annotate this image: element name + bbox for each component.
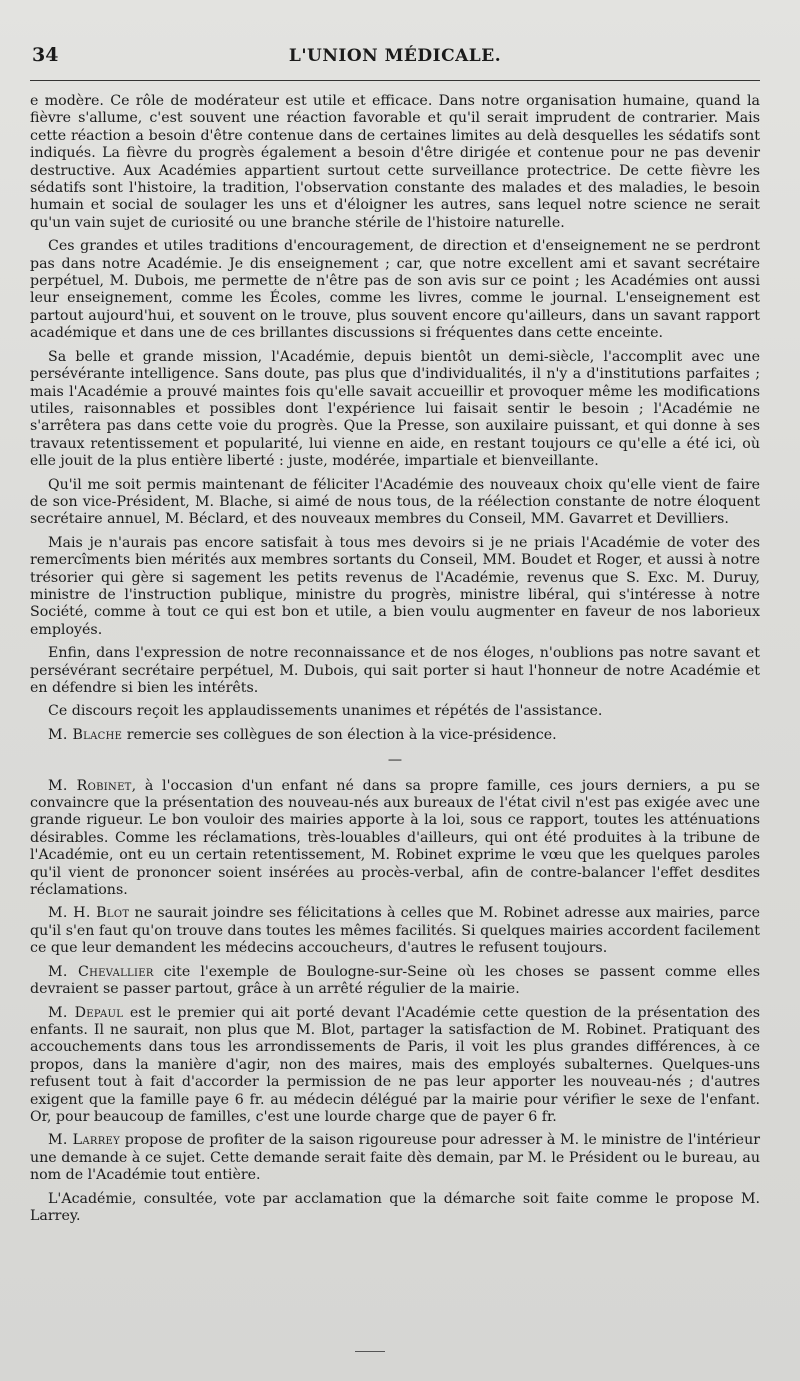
page-number: 34 [32,44,59,66]
paragraph: M. Larrey propose de profiter de la saison rigoureuse pour adresser à M. le ministre de l'intérieur une demande à ce sujet. Cette demande serait faite dès demain, par M. le Président ou le bureau, au nom de l'Académie tout entière. [30,1132,760,1184]
speaker-name: M. Depaul [48,1004,124,1021]
article-body [30,93,760,1225]
paragraph: Sa belle et grande mission, l'Académie, depuis bientôt un demi-siècle, l'accomplit avec une persévérante intelligence. Sans doute, pas plus que d'individualités, il n'y a d'institutions parfaites ; mais l'Académie a prouvé maintes fois qu'elle savait accueillir et provoquer même les modifications utiles, raisonnables et possibles dont l'expérience lui faisait sentir le besoin ; l'Académie ne s'arrêtera pas dans cette voie du progrès. Que la Presse, son auxilaire puissant, et qui donne à ses travaux retentissement et popularité, lui vienne en aide, en restant toujours ce qu'elle a été ici, où elle jouit de la plus entière liberté : juste, modérée, impartiale et bienveillante. [30,348,760,470]
speaker-name: M. Chevallier [48,963,154,980]
bottom-rule [355,1351,385,1352]
paragraph: M. H. Blot ne saurait joindre ses félicitations à celles que M. Robinet adresse aux mairies, parce qu'il s'en faut qu'on trouve dans toutes les mêmes facilités. Si quelques mairies accordent facilement ce que leur demandent les médecins accoucheurs, d'autres le refusent toujours. [30,905,761,957]
paragraph: Qu'il me soit permis maintenant de féliciter l'Académie des nouveaux choix qu'elle vient de faire de son vice-Président, M. Blache, si aimé de nous tous, de la réélection constante de notre éloquent secrétaire annuel, M. Béclard, et des nouveaux membres du Conseil, MM. Gavarret et Devilliers. [30,476,760,528]
running-title: L'UNION MÉDICALE. [288,46,502,66]
speaker-name: M. Robinet [48,777,132,794]
speaker-name: M. Blache [48,726,123,743]
paragraph: Enfin, dans l'expression de notre reconnaissance et de nos éloges, n'oublions pas notre savant et persévérant secrétaire perpétuel, M. Dubois, qui sait porter si haut l'honneur de notre Académie et en défendre si bien les intérêts. [30,645,760,696]
paragraph: e modère. Ce rôle de modérateur est utile et efficace. Dans notre organisation humaine, quand la fièvre s'allume, c'est souvent une réaction favorable et qu'il serait imprudent de contrarier. Mais cette réaction a besoin d'être contenue dans de certaines limites au delà desquelles les sédatifs sont indiqués. La fièvre du progrès également a besoin d'être dirigée et contenue pour ne pas devenir destructive. Aux Académies appartient surtout cette surveillance protectrice. De cette fièvre les sédatifs sont l'histoire, la tradition, l'observation constante des malades et des maladies, le besoin humain et social de soulager les uns et d'éloigner les autres, sans lequel notre science ne serait qu'un vain sujet de curiosité ou une branche stérile de l'histoire naturelle. [30,93,760,231]
section-separator: — [387,752,403,769]
speaker-name: M. Larrey [48,1132,121,1149]
paragraph: Mais je n'aurais pas encore satisfait à tous mes devoirs si je ne priais l'Académie de voter des remercîments bien mérités aux membres sortants du Conseil, MM. Boudet et Roger, et aussi à notre trésorier qui gère si sagement les petits revenus de l'Académie, revenus que S. Exc. M. Duruy, ministre de l'instruction publique, ministre du progrès, ministre libéral, qui s'intéresse à notre Société, comme à tout ce qui est bon et utile, a bien voulu augmenter en faveur de nos laborieux employés. [30,534,760,638]
paragraph: M. Blache remercie ses collègues de son élection à la vice-présidence. [48,726,557,743]
paragraph: Ce discours reçoit les applaudissements unanimes et répétés de l'assistance. [48,703,603,720]
speaker-name: M. H. Blot [48,905,130,922]
paragraph: M. Chevallier cite l'exemple de Boulogne-sur-Seine où les choses se passent comme elles devraient se passer partout, grâce à un arrêté régulier de la mairie. [30,963,760,998]
paragraph: M. Depaul est le premier qui ait porté devant l'Académie cette question de la présentation des enfants. Il ne saurait, non plus que M. Blot, partager la satisfaction de M. Robinet. Pratiquant des accouchements dans tous les arrondissements de Paris, il voit les plus grandes différences, à ce propos, dans la manière d'agir, non des maires, mais des employés subalternes. Quelques-uns refusent tout à fait d'accorder la permission de ne pas leur apporter les nouveau-nés ; d'autres exigent que la famille paye 6 fr. au médecin délégué par la mairie pour vérifier le sexe de l'enfant. Or, pour beaucoup de familles, c'est une lourde charge que de payer 6 fr. [30,1004,760,1125]
page-header [30,40,760,81]
paragraph: Ces grandes et utiles traditions d'encouragement, de direction et d'enseignement ne se perdront pas dans notre Académie. Je dis enseignement ; car, que notre excellent ami et savant secrétaire perpétuel, M. Dubois, me permette de n'être pas de son avis sur ce point ; les Académies ont aussi leur enseignement, comme les Écoles, comme les livres, comme le journal. L'enseignement est partout aujourd'hui, et souvent on le trouve, plus souvent encore qu'ailleurs, dans un savant rapport académique et dans une de ces brillantes discussions si fréquentes dans cette enceinte. [30,238,760,342]
paragraph: L'Académie, consultée, vote par acclamation que la démarche soit faite comme le propose M. Larrey. [30,1190,760,1224]
paragraph: M. Robinet, à l'occasion d'un enfant né dans sa propre famille, ces jours derniers, a pu se convaincre que la présentation des nouveau-nés aux bureaux de l'état civil n'est pas exigée avec une grande rigueur. Le bon vouloir des mairies apporte à la loi, sous ce rapport, toutes les atténuations désirables. Comme les réclamations, très-louables d'ailleurs, qui ont été produites à la tribune de l'Académie, ont eu un certain retentissement, M. Robinet exprime le vœu que les quelques paroles qu'il vient de prononcer soient insérées au procès-verbal, afin de contre-balancer l'effet desdites réclamations. [30,777,760,899]
